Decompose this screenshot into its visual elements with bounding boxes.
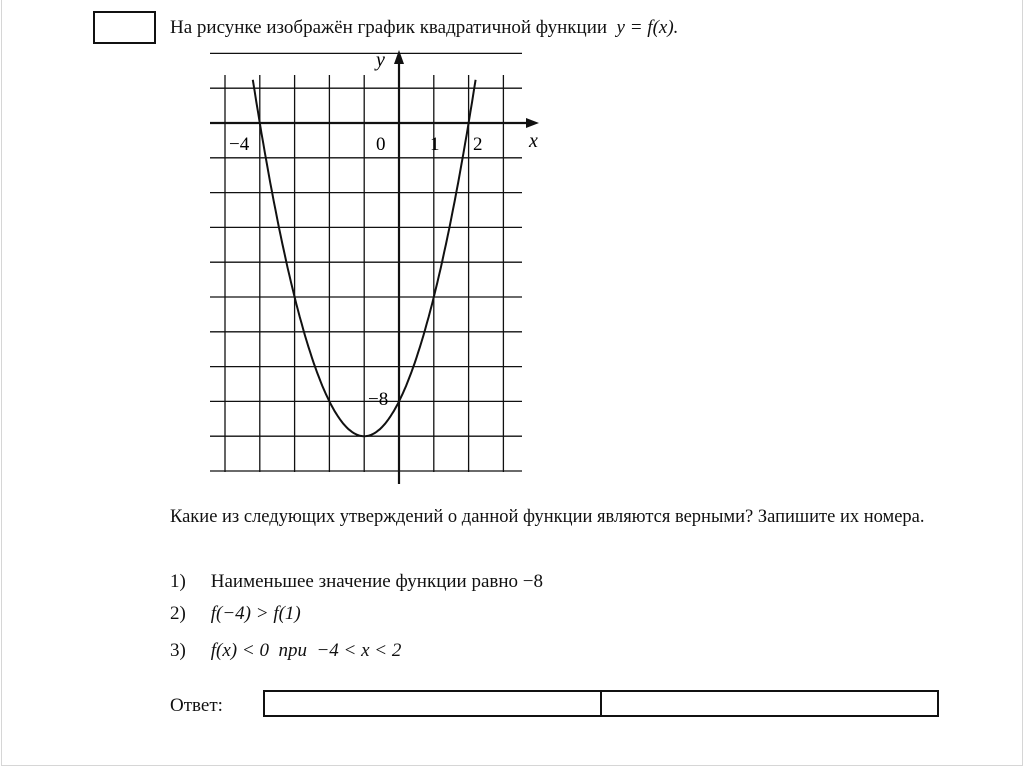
- y-axis-arrow: [394, 50, 404, 64]
- answer-field-2[interactable]: [600, 690, 939, 717]
- option-3-text: f(x) < 0 при −4 < x < 2: [210, 640, 402, 661]
- question-text: Какие из следующих утверждений о данной функции являются верными? Запишите их номера.: [170, 507, 925, 527]
- x-axis-arrow: [526, 118, 539, 128]
- answer-field-1[interactable]: [263, 690, 602, 717]
- option-1-text: Наименьшее значение функции равно −8: [210, 571, 543, 592]
- option-2-text: f(−4) > f(1): [210, 603, 301, 624]
- option-3: [170, 640, 401, 662]
- graph-grid: [210, 53, 522, 472]
- option-3-number: 3): [170, 640, 186, 661]
- tick-label-x-2: 2: [473, 134, 483, 155]
- y-axis-label: y: [376, 49, 385, 71]
- x-axis-label: x: [529, 130, 538, 152]
- tick-label-x-minus4: −4: [229, 134, 250, 155]
- task-title-text: На рисунке изображён график квадратичной функции: [170, 17, 608, 38]
- option-2-number: 2): [170, 603, 186, 624]
- tick-label-x-1: 1: [430, 134, 440, 155]
- task-title-formula: y = f(x).: [616, 17, 679, 38]
- answer-label: Ответ:: [170, 695, 223, 716]
- option-1-number: 1): [170, 571, 186, 592]
- option-2: [170, 603, 301, 625]
- tick-label-y-minus8: −8: [368, 389, 389, 410]
- tick-label-origin: 0: [376, 134, 386, 155]
- option-1: [170, 571, 543, 593]
